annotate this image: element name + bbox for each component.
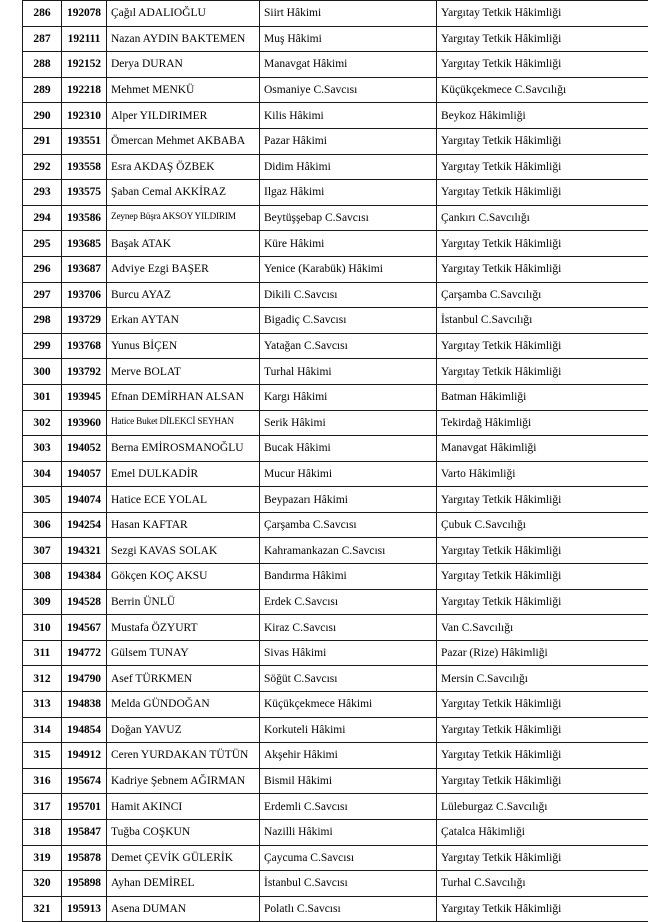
cell-ad-soyad: Kadriye Şebnem AĞIRMAN bbox=[107, 768, 260, 794]
cell-sicil-no: 192218 bbox=[62, 77, 107, 103]
cell-ad-soyad: Şaban Cemal AKKİRAZ bbox=[107, 180, 260, 206]
cell-sicil-no: 192152 bbox=[62, 52, 107, 78]
cell-atandigi-gorev: Yargıtay Tetkik Hâkimliği bbox=[437, 333, 648, 359]
table-row bbox=[23, 845, 648, 871]
cell-mevcut-gorev: Bigadiç C.Savcısı bbox=[260, 308, 437, 334]
table-row bbox=[23, 333, 648, 359]
cell-sira-no: 290 bbox=[23, 103, 62, 129]
cell-mevcut-gorev: Çaycuma C.Savcısı bbox=[260, 845, 437, 871]
table-row bbox=[23, 256, 648, 282]
cell-sicil-no: 195898 bbox=[62, 871, 107, 897]
table-row bbox=[23, 52, 648, 78]
cell-atandigi-gorev: Yargıtay Tetkik Hâkimliği bbox=[437, 564, 648, 590]
cell-sira-no: 299 bbox=[23, 333, 62, 359]
cell-ad-soyad: Berna EMİROSMANOĞLU bbox=[107, 436, 260, 462]
table-row bbox=[23, 384, 648, 410]
cell-ad-soyad: Ayhan DEMİREL bbox=[107, 871, 260, 897]
cell-sira-no: 291 bbox=[23, 128, 62, 154]
table-row bbox=[23, 743, 648, 769]
cell-mevcut-gorev: Beytüşşebap C.Savcısı bbox=[260, 205, 437, 231]
cell-sira-no: 315 bbox=[23, 743, 62, 769]
cell-ad-soyad: Sezgi KAVAS SOLAK bbox=[107, 538, 260, 564]
cell-mevcut-gorev: Küçükçekmece Hâkimi bbox=[260, 692, 437, 718]
cell-ad-soyad: Burcu AYAZ bbox=[107, 282, 260, 308]
cell-atandigi-gorev: Yargıtay Tetkik Hâkimliği bbox=[437, 52, 648, 78]
cell-atandigi-gorev: Turhal C.Savcılığı bbox=[437, 871, 648, 897]
cell-sira-no: 297 bbox=[23, 282, 62, 308]
appointment-roster-table bbox=[22, 0, 648, 922]
cell-sira-no: 316 bbox=[23, 768, 62, 794]
cell-sicil-no: 194052 bbox=[62, 436, 107, 462]
cell-atandigi-gorev: Yargıtay Tetkik Hâkimliği bbox=[437, 768, 648, 794]
cell-atandigi-gorev: Yargıtay Tetkik Hâkimliği bbox=[437, 717, 648, 743]
table-row bbox=[23, 896, 648, 922]
cell-ad-soyad: Melda GÜNDOĞAN bbox=[107, 692, 260, 718]
cell-sira-no: 312 bbox=[23, 666, 62, 692]
cell-sira-no: 303 bbox=[23, 436, 62, 462]
cell-mevcut-gorev: Manavgat Hâkimi bbox=[260, 52, 437, 78]
cell-sicil-no: 193586 bbox=[62, 205, 107, 231]
cell-sira-no: 304 bbox=[23, 461, 62, 487]
cell-ad-soyad: Adviye Ezgi BAŞER bbox=[107, 256, 260, 282]
cell-sira-no: 293 bbox=[23, 180, 62, 206]
cell-atandigi-gorev: Yargıtay Tetkik Hâkimliği bbox=[437, 231, 648, 257]
cell-atandigi-gorev: Çankırı C.Savcılığı bbox=[437, 205, 648, 231]
cell-mevcut-gorev: Beypazarı Hâkimi bbox=[260, 487, 437, 513]
cell-ad-soyad: Gülsem TUNAY bbox=[107, 640, 260, 666]
cell-mevcut-gorev: Dikili C.Savcısı bbox=[260, 282, 437, 308]
cell-sira-no: 286 bbox=[23, 1, 62, 27]
table-row bbox=[23, 436, 648, 462]
table-row bbox=[23, 26, 648, 52]
cell-atandigi-gorev: Yargıtay Tetkik Hâkimliği bbox=[437, 743, 648, 769]
cell-ad-soyad: Asef TÜRKMEN bbox=[107, 666, 260, 692]
cell-sicil-no: 195913 bbox=[62, 896, 107, 922]
table-row bbox=[23, 666, 648, 692]
cell-atandigi-gorev: Tekirdağ Hâkimliği bbox=[437, 410, 648, 436]
cell-ad-soyad: Çağıl ADALIOĞLU bbox=[107, 1, 260, 27]
table-row bbox=[23, 768, 648, 794]
cell-sira-no: 308 bbox=[23, 564, 62, 590]
cell-ad-soyad: Derya DURAN bbox=[107, 52, 260, 78]
table-row bbox=[23, 231, 648, 257]
cell-mevcut-gorev: Erdemli C.Savcısı bbox=[260, 794, 437, 820]
cell-sira-no: 306 bbox=[23, 512, 62, 538]
cell-atandigi-gorev: Varto Hâkimliği bbox=[437, 461, 648, 487]
cell-sicil-no: 193706 bbox=[62, 282, 107, 308]
cell-ad-soyad: Efnan DEMİRHAN ALSAN bbox=[107, 384, 260, 410]
cell-ad-soyad: Gökçen KOÇ AKSU bbox=[107, 564, 260, 590]
cell-ad-soyad: Hasan KAFTAR bbox=[107, 512, 260, 538]
cell-sicil-no: 193792 bbox=[62, 359, 107, 385]
cell-sira-no: 287 bbox=[23, 26, 62, 52]
cell-mevcut-gorev: Bismil Hâkimi bbox=[260, 768, 437, 794]
cell-ad-soyad: Ceren YURDAKAN TÜTÜN bbox=[107, 743, 260, 769]
table-row bbox=[23, 1, 648, 27]
cell-sicil-no: 193575 bbox=[62, 180, 107, 206]
table-row bbox=[23, 180, 648, 206]
cell-mevcut-gorev: Çarşamba C.Savcısı bbox=[260, 512, 437, 538]
cell-mevcut-gorev: Didim Hâkimi bbox=[260, 154, 437, 180]
cell-sira-no: 318 bbox=[23, 820, 62, 846]
table-row bbox=[23, 282, 648, 308]
cell-atandigi-gorev: Van C.Savcılığı bbox=[437, 615, 648, 641]
table-row bbox=[23, 512, 648, 538]
cell-atandigi-gorev: Yargıtay Tetkik Hâkimliği bbox=[437, 1, 648, 27]
cell-sira-no: 298 bbox=[23, 308, 62, 334]
cell-sira-no: 320 bbox=[23, 871, 62, 897]
cell-mevcut-gorev: Bandırma Hâkimi bbox=[260, 564, 437, 590]
cell-sicil-no: 194057 bbox=[62, 461, 107, 487]
table-row bbox=[23, 692, 648, 718]
cell-atandigi-gorev: Mersin C.Savcılığı bbox=[437, 666, 648, 692]
cell-sicil-no: 195878 bbox=[62, 845, 107, 871]
table-row bbox=[23, 717, 648, 743]
cell-mevcut-gorev: Kahramankazan C.Savcısı bbox=[260, 538, 437, 564]
cell-mevcut-gorev: Akşehir Hâkimi bbox=[260, 743, 437, 769]
table-row bbox=[23, 461, 648, 487]
cell-sira-no: 314 bbox=[23, 717, 62, 743]
cell-sira-no: 311 bbox=[23, 640, 62, 666]
cell-atandigi-gorev: Yargıtay Tetkik Hâkimliği bbox=[437, 26, 648, 52]
cell-mevcut-gorev: İstanbul C.Savcısı bbox=[260, 871, 437, 897]
cell-ad-soyad: Demet ÇEVİK GÜLERİK bbox=[107, 845, 260, 871]
table-row bbox=[23, 589, 648, 615]
table-row bbox=[23, 308, 648, 334]
table-row bbox=[23, 564, 648, 590]
cell-mevcut-gorev: Kargı Hâkimi bbox=[260, 384, 437, 410]
cell-ad-soyad: Doğan YAVUZ bbox=[107, 717, 260, 743]
cell-sicil-no: 193945 bbox=[62, 384, 107, 410]
cell-ad-soyad: Hatice Buket DİLEKCİ SEYHAN bbox=[107, 410, 260, 436]
cell-sira-no: 300 bbox=[23, 359, 62, 385]
cell-sicil-no: 193558 bbox=[62, 154, 107, 180]
cell-atandigi-gorev: Yargıtay Tetkik Hâkimliği bbox=[437, 589, 648, 615]
cell-sicil-no: 195674 bbox=[62, 768, 107, 794]
cell-ad-soyad: Alper YILDIRIMER bbox=[107, 103, 260, 129]
cell-ad-soyad: Hatice ECE YOLAL bbox=[107, 487, 260, 513]
cell-sira-no: 301 bbox=[23, 384, 62, 410]
cell-ad-soyad: Asena DUMAN bbox=[107, 896, 260, 922]
cell-mevcut-gorev: Bucak Hâkimi bbox=[260, 436, 437, 462]
table-row bbox=[23, 640, 648, 666]
cell-sicil-no: 194074 bbox=[62, 487, 107, 513]
cell-sira-no: 305 bbox=[23, 487, 62, 513]
cell-mevcut-gorev: Siirt Hâkimi bbox=[260, 1, 437, 27]
cell-mevcut-gorev: Nazilli Hâkimi bbox=[260, 820, 437, 846]
table-body bbox=[23, 1, 648, 922]
cell-mevcut-gorev: Sivas Hâkimi bbox=[260, 640, 437, 666]
cell-mevcut-gorev: Küre Hâkimi bbox=[260, 231, 437, 257]
cell-mevcut-gorev: Serik Hâkimi bbox=[260, 410, 437, 436]
cell-atandigi-gorev: Yargıtay Tetkik Hâkimliği bbox=[437, 128, 648, 154]
cell-sicil-no: 195701 bbox=[62, 794, 107, 820]
cell-atandigi-gorev: Yargıtay Tetkik Hâkimliği bbox=[437, 538, 648, 564]
cell-mevcut-gorev: Ilgaz Hâkimi bbox=[260, 180, 437, 206]
cell-mevcut-gorev: Mucur Hâkimi bbox=[260, 461, 437, 487]
table-row bbox=[23, 794, 648, 820]
cell-atandigi-gorev: Çubuk C.Savcılığı bbox=[437, 512, 648, 538]
cell-sira-no: 294 bbox=[23, 205, 62, 231]
cell-sira-no: 307 bbox=[23, 538, 62, 564]
cell-sicil-no: 193685 bbox=[62, 231, 107, 257]
cell-ad-soyad: Erkan AYTAN bbox=[107, 308, 260, 334]
cell-atandigi-gorev: Batman Hâkimliği bbox=[437, 384, 648, 410]
cell-ad-soyad: Yunus BİÇEN bbox=[107, 333, 260, 359]
cell-mevcut-gorev: Polatlı C.Savcısı bbox=[260, 896, 437, 922]
cell-atandigi-gorev: Çarşamba C.Savcılığı bbox=[437, 282, 648, 308]
cell-atandigi-gorev: Yargıtay Tetkik Hâkimliği bbox=[437, 896, 648, 922]
cell-sira-no: 317 bbox=[23, 794, 62, 820]
table-row bbox=[23, 820, 648, 846]
cell-mevcut-gorev: Muş Hâkimi bbox=[260, 26, 437, 52]
cell-mevcut-gorev: Kilis Hâkimi bbox=[260, 103, 437, 129]
cell-ad-soyad: Hamit AKINCI bbox=[107, 794, 260, 820]
cell-sira-no: 310 bbox=[23, 615, 62, 641]
cell-atandigi-gorev: Küçükçekmece C.Savcılığı bbox=[437, 77, 648, 103]
cell-ad-soyad: Berrin ÜNLÜ bbox=[107, 589, 260, 615]
table-row bbox=[23, 410, 648, 436]
cell-ad-soyad: Nazan AYDIN BAKTEMEN bbox=[107, 26, 260, 52]
cell-atandigi-gorev: Manavgat Hâkimliği bbox=[437, 436, 648, 462]
cell-sicil-no: 194838 bbox=[62, 692, 107, 718]
table-row bbox=[23, 205, 648, 231]
cell-mevcut-gorev: Osmaniye C.Savcısı bbox=[260, 77, 437, 103]
cell-sicil-no: 193768 bbox=[62, 333, 107, 359]
cell-mevcut-gorev: Pazar Hâkimi bbox=[260, 128, 437, 154]
cell-sira-no: 292 bbox=[23, 154, 62, 180]
cell-mevcut-gorev: Erdek C.Savcısı bbox=[260, 589, 437, 615]
cell-mevcut-gorev: Yatağan C.Savcısı bbox=[260, 333, 437, 359]
cell-ad-soyad: Esra AKDAŞ ÖZBEK bbox=[107, 154, 260, 180]
cell-ad-soyad: Tuğba COŞKUN bbox=[107, 820, 260, 846]
cell-ad-soyad: Ömercan Mehmet AKBABA bbox=[107, 128, 260, 154]
table-row bbox=[23, 538, 648, 564]
cell-sicil-no: 194567 bbox=[62, 615, 107, 641]
cell-atandigi-gorev: Yargıtay Tetkik Hâkimliği bbox=[437, 359, 648, 385]
cell-sira-no: 309 bbox=[23, 589, 62, 615]
cell-sicil-no: 193960 bbox=[62, 410, 107, 436]
cell-sicil-no: 192310 bbox=[62, 103, 107, 129]
cell-sira-no: 289 bbox=[23, 77, 62, 103]
cell-atandigi-gorev: Pazar (Rize) Hâkimliği bbox=[437, 640, 648, 666]
cell-sicil-no: 195847 bbox=[62, 820, 107, 846]
table-row bbox=[23, 871, 648, 897]
cell-sira-no: 288 bbox=[23, 52, 62, 78]
cell-atandigi-gorev: Beykoz Hâkimliği bbox=[437, 103, 648, 129]
table-row bbox=[23, 77, 648, 103]
cell-sicil-no: 192111 bbox=[62, 26, 107, 52]
cell-ad-soyad: Başak ATAK bbox=[107, 231, 260, 257]
cell-sicil-no: 193729 bbox=[62, 308, 107, 334]
cell-mevcut-gorev: Söğüt C.Savcısı bbox=[260, 666, 437, 692]
table-row bbox=[23, 103, 648, 129]
cell-sicil-no: 194384 bbox=[62, 564, 107, 590]
table-row bbox=[23, 615, 648, 641]
cell-atandigi-gorev: İstanbul C.Savcılığı bbox=[437, 308, 648, 334]
cell-mevcut-gorev: Yenice (Karabük) Hâkimi bbox=[260, 256, 437, 282]
cell-sicil-no: 194321 bbox=[62, 538, 107, 564]
cell-mevcut-gorev: Turhal Hâkimi bbox=[260, 359, 437, 385]
table-row bbox=[23, 359, 648, 385]
cell-ad-soyad: Emel DULKADİR bbox=[107, 461, 260, 487]
cell-sira-no: 302 bbox=[23, 410, 62, 436]
cell-sira-no: 313 bbox=[23, 692, 62, 718]
cell-atandigi-gorev: Lüleburgaz C.Savcılığı bbox=[437, 794, 648, 820]
cell-ad-soyad: Merve BOLAT bbox=[107, 359, 260, 385]
cell-ad-soyad: Mustafa ÖZYURT bbox=[107, 615, 260, 641]
cell-atandigi-gorev: Çatalca Hâkimliği bbox=[437, 820, 648, 846]
cell-sicil-no: 194528 bbox=[62, 589, 107, 615]
cell-mevcut-gorev: Korkuteli Hâkimi bbox=[260, 717, 437, 743]
cell-ad-soyad: Zeynep Büşra AKSOY YILDIRIM bbox=[107, 205, 260, 231]
cell-sicil-no: 193687 bbox=[62, 256, 107, 282]
cell-sicil-no: 193551 bbox=[62, 128, 107, 154]
cell-sicil-no: 194854 bbox=[62, 717, 107, 743]
cell-sira-no: 295 bbox=[23, 231, 62, 257]
table-row bbox=[23, 487, 648, 513]
cell-ad-soyad: Mehmet MENKÜ bbox=[107, 77, 260, 103]
cell-sicil-no: 194790 bbox=[62, 666, 107, 692]
cell-atandigi-gorev: Yargıtay Tetkik Hâkimliği bbox=[437, 845, 648, 871]
cell-atandigi-gorev: Yargıtay Tetkik Hâkimliği bbox=[437, 487, 648, 513]
cell-atandigi-gorev: Yargıtay Tetkik Hâkimliği bbox=[437, 692, 648, 718]
cell-sicil-no: 194772 bbox=[62, 640, 107, 666]
cell-mevcut-gorev: Kiraz C.Savcısı bbox=[260, 615, 437, 641]
cell-sicil-no: 194912 bbox=[62, 743, 107, 769]
cell-sicil-no: 192078 bbox=[62, 1, 107, 27]
cell-atandigi-gorev: Yargıtay Tetkik Hâkimliği bbox=[437, 180, 648, 206]
table-row bbox=[23, 128, 648, 154]
cell-sicil-no: 194254 bbox=[62, 512, 107, 538]
cell-sira-no: 321 bbox=[23, 896, 62, 922]
cell-atandigi-gorev: Yargıtay Tetkik Hâkimliği bbox=[437, 256, 648, 282]
cell-sira-no: 319 bbox=[23, 845, 62, 871]
table-row bbox=[23, 154, 648, 180]
cell-sira-no: 296 bbox=[23, 256, 62, 282]
cell-atandigi-gorev: Yargıtay Tetkik Hâkimliği bbox=[437, 154, 648, 180]
